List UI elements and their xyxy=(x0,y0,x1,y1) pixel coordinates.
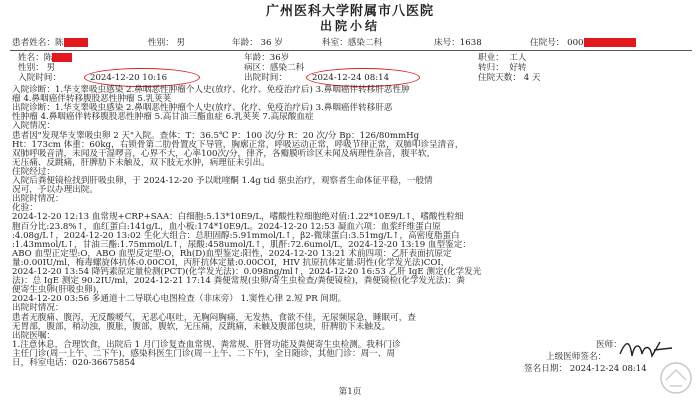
page-footer: 第1页 xyxy=(338,387,362,397)
summary-line: 便寄生虫卵(肝吸虫卵)， xyxy=(12,285,105,296)
bed-field xyxy=(434,38,482,48)
outcome-field xyxy=(478,63,526,73)
summary-line: 无压痛、反跳痛，肝脾肋下未触及，双下肢无水肿，病理征未引出。 xyxy=(12,157,270,168)
chief-doctor-label: 上级医师签名： xyxy=(546,352,607,362)
ward-label: 科室： xyxy=(322,38,348,48)
sex-field-2 xyxy=(18,63,55,73)
summary-line: 法)：总 IgE 测定 90.2IU/ml，2024-12-21 17:14 粪便常规(虫卵/寄生虫检查/粪便镜检)，粪便镜检(化学发光法)：粪 xyxy=(12,276,465,287)
redaction-mark xyxy=(52,53,72,62)
summary-line: Ht：173cm 体重：60kg，右锁骨第二肋骨置皮下导管，胸廓正常，呼吸运动正常，呼吸节律正常，双肺叩诊呈清音， xyxy=(12,139,464,150)
ward-area-field xyxy=(244,63,304,73)
bed-value: 1638 xyxy=(459,38,482,48)
stay-days-label: 住院天数： xyxy=(478,73,521,83)
summary-line: 出院诊断：1.华支睾吸虫感染 2.鼻咽恶性肿瘤个人史(放疗、化疗、免疫治疗后) 3.鼻咽癌伴转移肝恶 xyxy=(12,103,393,114)
summary-line: 出院医嘱： xyxy=(12,330,55,341)
summary-line: 日，科室电话：020-36675854 xyxy=(12,358,136,368)
age-value: 36 岁 xyxy=(260,38,283,48)
divider xyxy=(10,50,692,51)
summary-line: 住院经过： xyxy=(12,166,55,177)
summary-line: 瘤 4.鼻咽癌伴转移腹股恶性肿瘤 5.乳荚荚 xyxy=(12,94,172,105)
sign-date-label: 签名日期： xyxy=(524,364,567,374)
age-field-2 xyxy=(244,53,289,63)
outcome-value: 好转 xyxy=(509,63,527,73)
stay-days-value: 4 天 xyxy=(523,73,541,83)
patient-name-value: 陈 xyxy=(54,38,64,48)
stay-days-field xyxy=(478,73,541,83)
admission-time-label: 入院时间： xyxy=(18,73,61,83)
sex-value: 男 xyxy=(46,63,56,73)
admission-number-label: 住院号： xyxy=(530,38,565,48)
summary-line: 入院后粪便镜检找到肝吸虫卵，于 2024-12-20 予以吡喹酮 1.4g tid 驱虫治疗，观察者生命体征平稳，一般情 xyxy=(12,176,433,186)
sex-field xyxy=(148,38,185,48)
summary-line: 量:0.00IU/ml，梅毒螺旋体抗体:0.00COI，丙肝抗体定量:0.00COI，HIV 抗原抗体定量:阴性(化学发光法)COI， xyxy=(12,257,450,268)
redaction-mark xyxy=(64,38,88,47)
summary-line: 化验： xyxy=(12,203,38,214)
doctor-label: 医师： xyxy=(596,340,622,350)
sign-date-value: 2024-12-24 08:14 xyxy=(569,364,647,374)
summary-line: 入院诊断：1.华支睾吸虫感染 2.鼻咽恶性肿瘤个人史(放疗、化疗、免疫治疗后) 3.鼻咽癌伴转移肝恶性肿 xyxy=(12,85,410,95)
summary-line: :1.43mmol/L↑，甘油三酯:1.75mmol/L↑，尿酸:458umol/L↑，肌酐:72.6umol/L，2024-12-20 13:19 血型鉴定： xyxy=(12,239,471,250)
occupation-label: 职业： xyxy=(478,53,504,63)
hospital-name: 广州医科大学附属市八医院 xyxy=(265,4,434,19)
name-label: 姓名： xyxy=(18,53,44,63)
discharge-time-value: 2024-12-24 08:14 xyxy=(312,73,390,83)
age-value: 36岁 xyxy=(269,53,290,63)
ward-field xyxy=(322,38,382,48)
sex-value: 男 xyxy=(176,38,186,48)
admission-number-field xyxy=(530,38,636,48)
sign-date-field xyxy=(524,364,647,374)
discharge-time-label: 出院时间： xyxy=(244,73,287,83)
summary-line: 1.注意休息，合理饮食，出院后 1 月门诊复查血常规、粪常规、肝肾功能及粪便寄生虫检测。我科门诊 xyxy=(12,339,401,350)
name-field xyxy=(18,53,72,63)
summary-line: 2024-12-20 13:54 降钙素原定量检测(PCT)(化学发光法)：0.098ng/ml↑，2024-12-20 16:53 乙肝 IgE 测定(化学发光 xyxy=(12,267,482,277)
summary-line: :4.08g/L↑，2024-12-20 13:02 生化大组合：总胆固醇:5.91mmol/L↑，β2-微球蛋白:3.51mg/L↑，高密度脂蛋白 xyxy=(12,230,460,241)
patient-name-label: 患者姓名： xyxy=(12,38,55,48)
age-field xyxy=(232,38,283,48)
sex-label: 性别： xyxy=(18,63,44,73)
ward-value: 感染二科 xyxy=(347,38,383,48)
bed-label: 床号： xyxy=(434,38,460,48)
summary-line: 主任门诊(周一上午、二下午)，感染科医生门诊(周一上午、二下午)，全日随诊，其他门诊：周一、周 xyxy=(12,348,395,359)
document-title: 出院小结 xyxy=(319,19,380,33)
ward-area-label: 病区： xyxy=(244,63,270,73)
summary-line: 2024-12-20 12:13 血常规+CRP+SAA：白细胞:5.13*10E9/L，嗜酸性粒细胞绝对值:1.22*10E9/L↑，嗜酸性粒细 xyxy=(12,212,464,223)
summary-line: 2024-12-20 03:56 多通道十二导联心电图检查（非床旁） 1.窦性心律 2.短 PR 间期。 xyxy=(12,294,347,305)
summary-line: 性肿瘤 4.鼻咽癌伴转移腹股恶性肿瘤 5.高甘油三酯血症 6.乳荚荚 7.高尿酸血症 xyxy=(12,112,314,123)
admission-time-value: 2024-12-20 10:16 xyxy=(90,73,168,83)
summary-line: 出院时情况： xyxy=(12,303,64,314)
summary-line: 双肺呼吸音清，未闻及干湿啰音，心界不大，心率100次/分，律齐，各瓣膜听诊区未闻及病理性杂音，腹平软， xyxy=(12,148,436,159)
patient-name-field xyxy=(12,38,88,48)
summary-line: 况可，予以办理出院。 xyxy=(12,185,98,196)
name-value: 陈 xyxy=(43,53,53,63)
summary-line: 无胃部，腹部，稍动浊，腹胀，腹部，腹软，无压痛，反跳痛，未触及腹部包块，肝脾肋下未触及。 xyxy=(12,321,391,332)
summary-line: 入院情况： xyxy=(12,121,55,132)
sex-label: 性别： xyxy=(148,38,174,48)
admission-number-value: 000 xyxy=(567,38,584,48)
age-label: 年龄： xyxy=(232,38,258,48)
summary-line: ABO 血型正定型:O，ABO 血型反定型:O，Rh(D)血型鉴定:阳性，2024-12-20 13:21 术前四项：乙肝表面抗原定 xyxy=(12,248,452,259)
ward-area-value: 感染二科 xyxy=(269,63,305,73)
occupation-value: 工人 xyxy=(509,53,527,63)
outcome-label: 转归： xyxy=(478,63,504,73)
age-label: 年龄： xyxy=(244,53,270,63)
summary-line: 患者因"发现华支睾吸虫卵 2 天"入院。查体：T：36.5℃ P：100 次/分 R：20 次/分 Bp：126/80mmHg xyxy=(12,130,420,141)
summary-line: 患者无腹痛、腹泻，无反酸嗳气，无恶心呕吐，无胸闷胸痛，无发热，食欲不佳，无尿频尿急，睡眠可，查 xyxy=(12,312,416,323)
occupation-field xyxy=(478,53,526,63)
summary-line: 胞百分比:23.8%↑，血红蛋白:141g/L，血小板:174*10E9/L。2024-12-20 12:53 凝血六项：血浆纤维蛋白原 xyxy=(12,221,441,232)
summary-line: 出院时情况： xyxy=(12,194,64,205)
redaction-mark xyxy=(584,38,636,47)
